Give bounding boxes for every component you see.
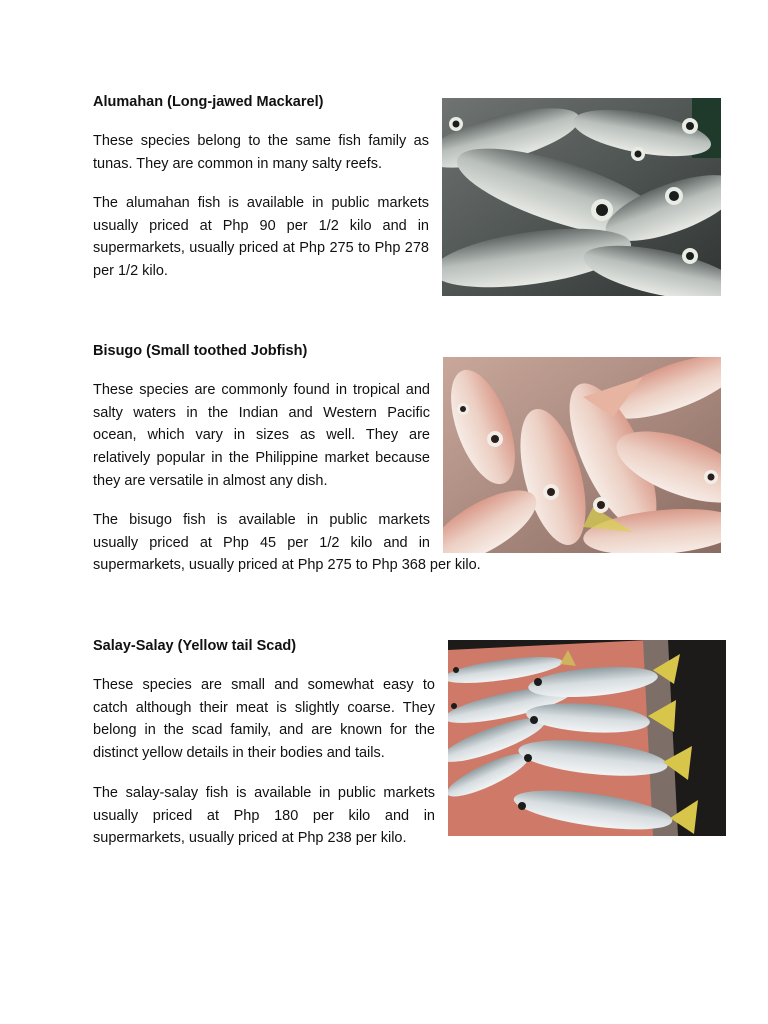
alumahan-price-info: The alumahan fish is available in public markets usually priced at Php 90 per 1/2 kilo and in supermarkets, usually priced at Php 275 to Php 278 per 1/2 kilo. — [93, 195, 429, 280]
alumahan-description: These species belong to the same fish family as tunas. They are common in many salty reefs. — [93, 133, 429, 172]
scad-photo-icon — [448, 640, 726, 836]
salay-salay-description: These species are small and somewhat easy to catch although their meat is slightly coarse. They belong in the scad family, and are known for the distinct yellow details in their bodies and tails. — [93, 677, 435, 762]
mackerel-photo-icon — [442, 98, 721, 296]
salay-salay-price-info: The salay-salay fish is available in public markets usually priced at Php 180 per kilo and in supermarkets, usually priced at Php 238 per kilo. — [93, 785, 435, 847]
section-title-salay-salay: Salay-Salay (Yellow tail Scad) — [93, 638, 297, 654]
bisugo-description: These species are commonly found in tropical and salty waters in the Indian and Western Pacific ocean, which vary in sizes as well. They are relatively popular in the Philippine market because they are versatile in almost any dish. — [93, 382, 430, 489]
jobfish-photo-icon — [443, 357, 721, 553]
bisugo-price-line-3: supermarkets, usually priced at Php 275 to Php 368 per kilo. — [93, 557, 481, 574]
section-title-bisugo: Bisugo (Small toothed Jobfish) — [93, 343, 308, 359]
bisugo-price-line-2: usually priced at Php 45 per 1/2 kilo and in — [93, 534, 430, 551]
section-title-alumahan: Alumahan (Long-jawed Mackarel) — [93, 94, 324, 110]
bisugo-price-line-1: The bisugo fish is available in public markets — [93, 512, 430, 528]
